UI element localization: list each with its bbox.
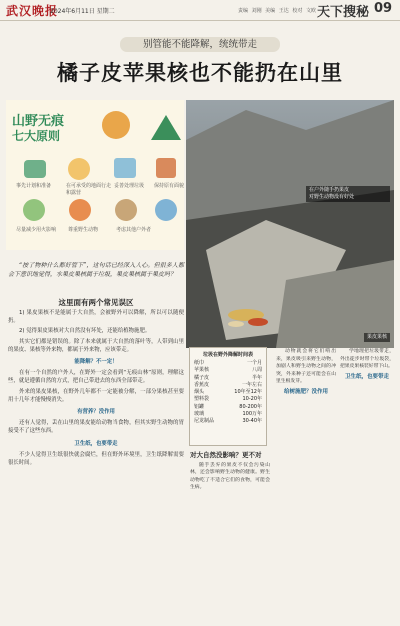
table-cell-time: 10年至12年 xyxy=(234,389,262,396)
masthead xyxy=(0,0,400,21)
table-row xyxy=(190,367,266,374)
table-cell-item: 塑料袋 xyxy=(194,396,210,403)
table-rows xyxy=(190,360,266,426)
newspaper-logo: 武汉晚报 xyxy=(6,4,59,18)
table-cell-item: 橘子皮 xyxy=(194,374,210,381)
right-column-1 xyxy=(276,348,336,400)
article-headline: 橘子皮苹果核也不能扔在山里 xyxy=(57,61,343,85)
intro-paragraph xyxy=(8,262,184,281)
table-row xyxy=(190,375,266,382)
people-icon xyxy=(155,199,177,221)
table-cell-time: 半年 xyxy=(251,374,262,381)
table-cell-time: 30-40年 xyxy=(242,418,262,425)
page-number: 09 xyxy=(374,1,393,16)
table-cell-item: 烟头 xyxy=(194,389,205,396)
body-paragraph: 还有人觉得，丢在山里的果皮能给动物当食物，但其实野生动物的胃接受不了这些东西。 xyxy=(8,420,184,435)
issue-date: 2024年6月11日 星期二 xyxy=(50,8,115,15)
illustration-title-1: 山野无痕 xyxy=(12,114,65,129)
table-cell-time: 一年左右 xyxy=(241,381,262,388)
principle-label: 考虑其他户外者 xyxy=(116,227,152,233)
principle-label: 尊重野生动物 xyxy=(68,227,99,233)
body-paragraph: 在有一个自然的户外人，在野外一定会看到“无痕山林”原则，理解这些，就是遵循自然的方式，把自己带进去的东西全部带走。 xyxy=(8,370,184,385)
section-subheading: 这里面有两个常见误区 xyxy=(58,298,134,307)
table-cell-item: 苹果核 xyxy=(194,367,210,374)
body-paragraph: 随手丢弃的果皮不仅会污染山林，还会影响野生动物的健康。野生动物吃了不适合它们的食物，可能会生病。 xyxy=(190,462,270,491)
editor-credits: 责编 刘刚 美编 王达 校对 文欧 xyxy=(238,8,316,14)
section-title: 天下搜秘 xyxy=(317,5,370,20)
subheading: 卫生纸，也要带走 xyxy=(344,373,389,380)
boot-icon xyxy=(156,158,176,178)
subheading: 给树施肥？没作用 xyxy=(283,388,328,395)
tree-icon xyxy=(23,199,45,221)
degradation-time-table xyxy=(189,347,267,446)
body-paragraph: 其实它们都是错误的。除了本来就属于大自然的落叶等，人带到山里的果皮、果核等外来物，都属于外来物，应该带走。 xyxy=(8,338,184,353)
photo-image xyxy=(186,100,394,348)
body-paragraph: 外来的果皮果核，在野外几年都不一定能被分解，一部分果核甚至要用十几年才能慢慢消失。 xyxy=(8,388,184,403)
principle-label: 保持原有面貌 xyxy=(154,183,185,189)
map-icon xyxy=(114,158,136,178)
photo-caption-bottom: 果皮果核 xyxy=(364,333,390,342)
table-cell-item: 铝罐 xyxy=(194,403,205,410)
table-row xyxy=(190,418,266,425)
tent-icon xyxy=(102,111,130,139)
fire-icon xyxy=(69,199,91,221)
mountain-icon xyxy=(151,115,181,140)
table-cell-item: 尼龙制品 xyxy=(194,418,215,425)
principle-label: 在可承受的地面行走和露营 xyxy=(66,183,112,196)
table-cell-item: 纸巾 xyxy=(194,360,205,366)
body-paragraph: 不少人觉得卫生纸很快就会腐烂，但在野外环境里，卫生纸降解需要很长时间。 xyxy=(8,451,184,467)
principle-label: 妥善处理垃圾 xyxy=(114,183,145,189)
subheading: 有营养？没作用 xyxy=(77,409,115,416)
table-cell-item: 玻璃 xyxy=(194,411,205,418)
principle-label: 事先计划和准备 xyxy=(16,183,52,189)
illustration-title-2: 七大原则 xyxy=(12,129,61,143)
table-row xyxy=(190,404,266,411)
intro-text: “按了物种什么都好管下”，这句话已经深入人心。但很多人都会下意识地觉得，水果皮果核属于垃圾，果皮果核属于果皮吗？ xyxy=(8,262,184,278)
left-body-column xyxy=(8,309,184,469)
mountain-trash-photo xyxy=(186,100,394,348)
subheading: 能降解？不一定！ xyxy=(74,359,118,366)
body-paragraph: 1) 果皮果核不是能属于大自然，会被野外可以降解，所以可以随便扔。 xyxy=(8,310,184,325)
table-cell-time: 10-20年 xyxy=(242,396,262,403)
trash-icon xyxy=(68,158,90,180)
principle-label: 尽量减少用火影响 xyxy=(16,227,57,233)
right-column-2 xyxy=(340,348,394,384)
column-subheading: 对大自然没影响？更不对 xyxy=(190,451,262,459)
table-title: 垃圾在野外降解时间表 xyxy=(202,352,253,358)
bag-icon xyxy=(24,160,46,178)
table-cell-time: 八周 xyxy=(251,367,262,374)
body-paragraph: 2) 觉得果皮果核对大自然没有坏处，还能给植物施肥。 xyxy=(19,328,151,335)
article-kicker: 别管能不能降解，统统带走 xyxy=(120,37,280,52)
photo-caption-top: 在户外随手扔果皮 对野生动物没有好处 xyxy=(306,186,390,202)
subheading: 卫生纸，也要带走 xyxy=(74,440,118,447)
body-paragraph: 学地理把垃圾带走，外出徒步时带个垃圾袋，把果皮果核装好带下山。 xyxy=(340,349,394,370)
table-cell-time: 一个月 xyxy=(246,360,262,366)
table-cell-time: 80-200年 xyxy=(239,403,262,410)
body-paragraph: 动物就会将它们啃出来，果皮吸引来野生动物，加剧人和野生动物之间的冲突，外来种子还可能会在山里生根发芽。 xyxy=(276,349,336,385)
table-cell-item: 香蕉皮 xyxy=(194,381,210,388)
table-row xyxy=(190,396,266,403)
table-cell-time: 100万年 xyxy=(242,411,262,418)
seven-principles-illustration xyxy=(6,100,184,250)
middle-column xyxy=(190,452,270,494)
deer-icon xyxy=(115,199,137,221)
